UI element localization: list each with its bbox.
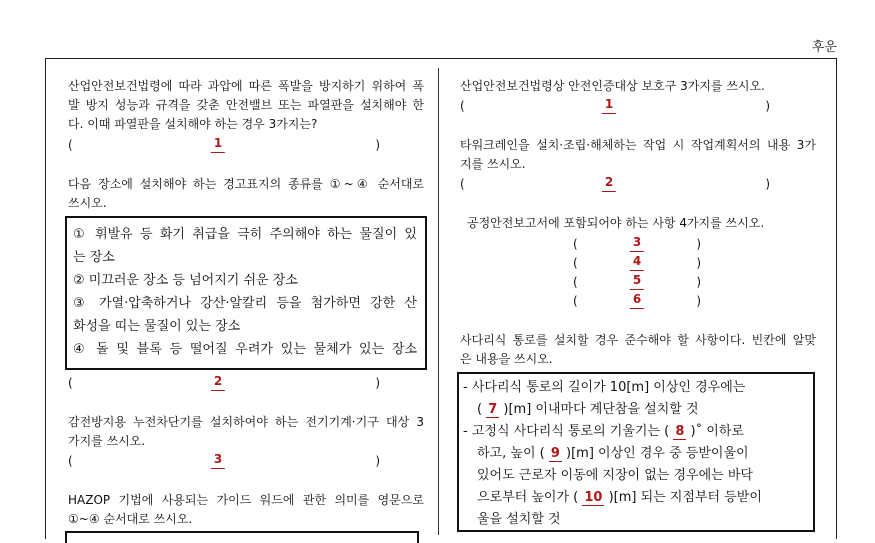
blank-number: 1 xyxy=(211,135,225,153)
question-text: 가지를 쓰시오. xyxy=(68,434,146,448)
close-paren: ) xyxy=(696,256,701,270)
question-text: 산업안전보건법령에 따라 과압에 따른 폭발을 방지하기 위하여 폭 xyxy=(68,79,425,93)
open-paren: ( xyxy=(460,177,465,191)
question-text: 타워크레인을 설치·조립·해체하는 작업 시 작업계획서의 내용 3가 xyxy=(460,138,816,152)
answer-blank xyxy=(460,174,770,194)
blank-number: 3 xyxy=(211,451,225,469)
blank-number: 2 xyxy=(211,373,225,391)
box-line: - 고정식 사다리식 통로의 기울기는 ( 8 )˚ 이하로 xyxy=(463,424,744,439)
answer-blank xyxy=(68,135,380,155)
question-text: ①~④ 순서대로 쓰시오. xyxy=(68,512,193,526)
rule-box xyxy=(457,372,815,532)
open-paren: ( xyxy=(573,237,578,251)
blank-number: 4 xyxy=(630,253,644,271)
page-label: 후운 xyxy=(811,40,837,55)
blank-number: 10 xyxy=(584,490,603,505)
blank-number: 3 xyxy=(630,234,644,252)
question-text: 산업안전보건법령상 안전인증대상 보호구 3가지를 쓰시오. xyxy=(460,79,765,93)
close-paren: ) xyxy=(375,376,380,390)
box-line: ① 휘발유 등 화기 취급을 극히 주의해야 하는 물질이 있 xyxy=(73,227,417,242)
close-paren: ) xyxy=(375,454,380,468)
answer-blank xyxy=(68,451,380,471)
answer-blank xyxy=(460,96,770,116)
question-text: 공정안전보고서에 포함되어야 하는 사항 4가지를 쓰시오. xyxy=(467,216,765,230)
box-line: 는 장소 xyxy=(73,250,115,265)
guide-word-box xyxy=(65,531,419,543)
blank-number: 8 xyxy=(675,424,685,439)
box-line: 울을 설치할 것 xyxy=(477,512,561,527)
answer-blank xyxy=(573,234,701,254)
open-paren: ( xyxy=(68,376,73,390)
box-line: 하고, 높이 ( 9 )[m] 이상인 경우 중 등받이울이 xyxy=(477,446,749,461)
blank-number: 9 xyxy=(550,446,560,461)
question-text: 발 방지 성능과 규격을 갖춘 안전밸브 또는 파열판을 설치해야 한 xyxy=(68,98,424,112)
answer-blank xyxy=(68,373,380,393)
column-divider xyxy=(438,68,439,535)
close-paren: ) xyxy=(765,99,770,113)
box-line: ② 미끄러운 장소 등 넘어지기 쉬운 장소 xyxy=(73,273,298,288)
open-paren: ( xyxy=(460,99,465,113)
question-text: 은 내용을 쓰시오. xyxy=(460,352,553,366)
open-paren: ( xyxy=(573,275,578,289)
question-text: 다음 장소에 설치해야 하는 경고표지의 종류를 ①~④ 순서대로 xyxy=(68,177,424,191)
open-paren: ( xyxy=(68,138,73,152)
blank-number: 7 xyxy=(488,402,498,417)
condition-box xyxy=(65,216,427,370)
answer-blank xyxy=(573,291,701,311)
open-paren: ( xyxy=(573,294,578,308)
answer-blank xyxy=(573,253,701,273)
box-line: 있어도 근로자 이동에 지장이 없는 경우에는 바닥 xyxy=(477,468,753,483)
question-text: 감전방지용 누전차단기를 설치하여야 하는 전기기계·기구 대상 3 xyxy=(68,415,424,429)
blank-number: 6 xyxy=(630,291,644,309)
box-line: - 사다리식 통로의 길이가 10[m] 이상인 경우에는 xyxy=(463,380,746,395)
close-paren: ) xyxy=(765,177,770,191)
blank-number: 5 xyxy=(630,272,644,290)
box-line: ③ 가열·압축하거나 강산·알칼리 등을 첨가하면 강한 산 xyxy=(73,296,417,311)
close-paren: ) xyxy=(696,237,701,251)
question-text: HAZOP 기법에 사용되는 가이드 워드에 관한 의미를 영문으로 xyxy=(68,493,424,507)
blank-number: 1 xyxy=(602,96,616,114)
open-paren: ( xyxy=(573,256,578,270)
close-paren: ) xyxy=(696,294,701,308)
box-line: ( 7 )[m] 이내마다 계단참을 설치할 것 xyxy=(477,402,699,417)
close-paren: ) xyxy=(375,138,380,152)
box-line: 으로부터 높이가 ( 10 )[m] 되는 지점부터 등받이 xyxy=(477,490,762,505)
question-text: 쓰시오. xyxy=(68,196,107,210)
close-paren: ) xyxy=(696,275,701,289)
answer-blank xyxy=(573,272,701,292)
blank-number: 2 xyxy=(602,174,616,192)
open-paren: ( xyxy=(68,454,73,468)
question-text: 다. 이때 파열판을 설치해야 하는 경우 3가지는? xyxy=(68,117,318,131)
question-text: 사다리식 통로를 설치할 경우 준수해야 할 사항이다. 빈칸에 알맞 xyxy=(460,333,816,347)
question-text: 지를 쓰시오. xyxy=(460,157,526,171)
box-line: ④ 돌 및 블록 등 떨어질 우려가 있는 물체가 있는 장소 xyxy=(73,342,417,357)
box-line: 화성을 띠는 물질이 있는 장소 xyxy=(73,319,241,334)
